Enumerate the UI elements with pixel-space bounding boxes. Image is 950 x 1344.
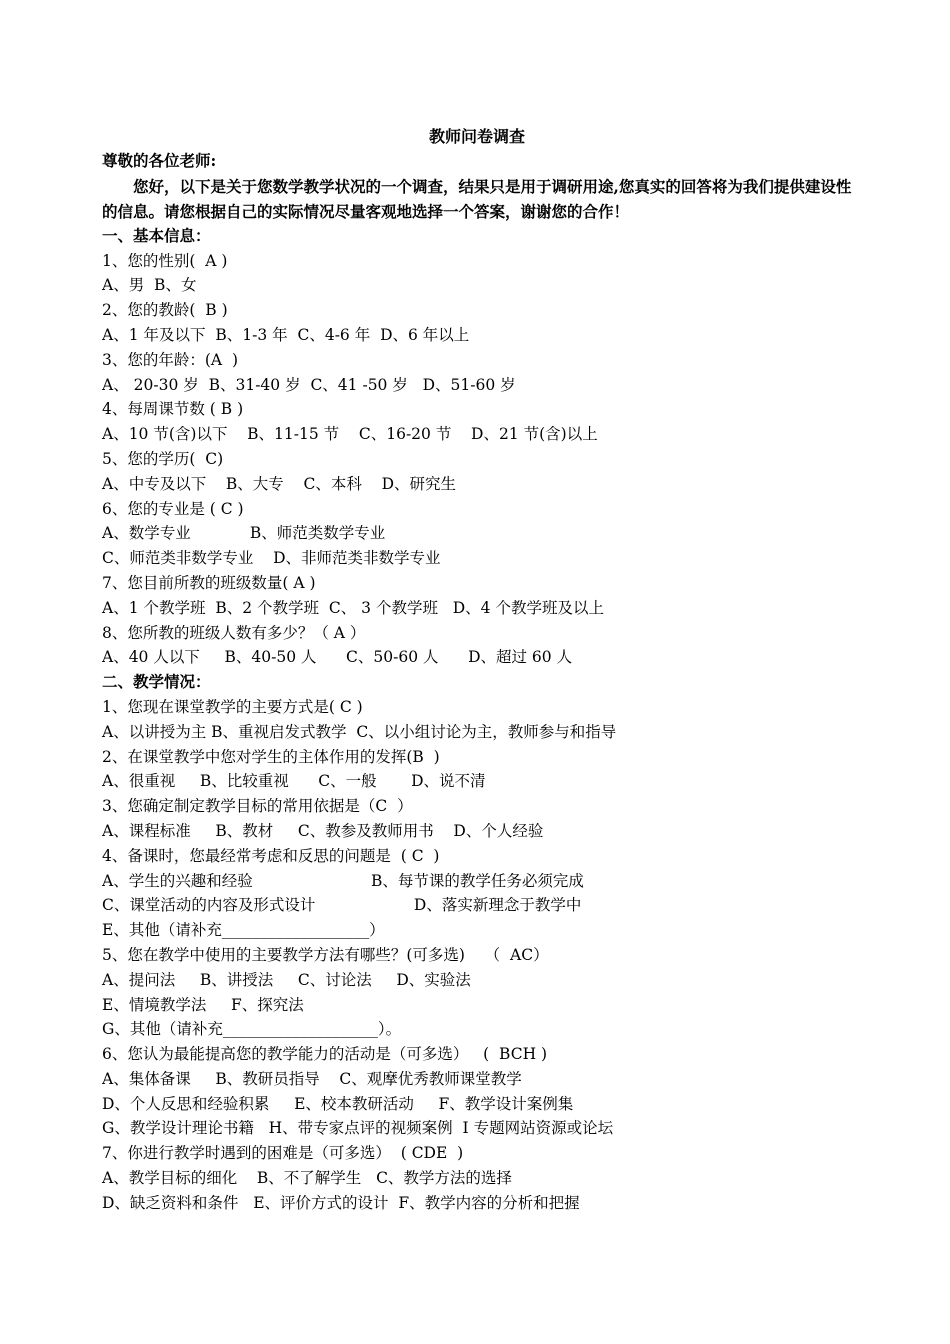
question-line: A、数学专业 B、师范类数学专业 xyxy=(102,524,386,543)
question-line: A、10 节(含)以下 B、11-15 节 C、16-20 节 D、21 节(含)以上 xyxy=(102,425,598,444)
question-line: A、提问法 B、讲授法 C、讨论法 D、实验法 xyxy=(102,970,471,989)
question-line: C、课堂活动的内容及形式设计 D、落实新理念于教学中 xyxy=(102,896,582,915)
question-line: 4、每周课节数 ( B ) xyxy=(102,400,244,419)
question-line: A、 20-30 岁 B、31-40 岁 C、41 -50 岁 D、51-60 岁 xyxy=(102,375,516,394)
intro-paragraph: 您好，以下是关于您数学教学状况的一个调查，结果只是用于调研用途,您真实的回答将为我们提供建设性的信息。请您根据自己的实际情况尽量客观地选择一个答案，谢谢您的合作！ xyxy=(102,176,852,221)
question-line: 8、您所教的班级人数有多少？（ A ） xyxy=(102,623,366,642)
document-page xyxy=(102,124,862,1216)
question-line: G、教学设计理论书籍 H、带专家点评的视频案例 I 专题网站资源或论坛 xyxy=(102,1119,614,1138)
question-line: 1、您现在课堂教学的主要方式是( C ) xyxy=(102,697,363,716)
question-line: 3、您的年龄：(A ) xyxy=(102,350,239,369)
section-heading: 一、基本信息： xyxy=(102,225,211,245)
question-line: 1、您的性别( A ) xyxy=(102,251,228,270)
question-line: 6、您认为最能提高您的教学能力的活动是（可多选） ( BCH ) xyxy=(102,1045,548,1064)
question-line: A、集体备课 B、教研员指导 C、观摩优秀教师课堂教学 xyxy=(102,1069,522,1088)
question-line: A、很重视 B、比较重视 C、一般 D、说不清 xyxy=(102,772,486,791)
question-line: A、教学目标的细化 B、不了解学生 C、教学方法的选择 xyxy=(102,1169,512,1188)
question-line: 5、您的学历( C) xyxy=(102,449,224,468)
question-list xyxy=(102,224,862,1216)
question-line: A、1 个教学班 B、2 个教学班 C、 3 个教学班 D、4 个教学班及以上 xyxy=(102,598,604,617)
question-line: A、1 年及以下 B、1-3 年 C、4-6 年 D、6 年以上 xyxy=(102,325,470,344)
question-line: E、其他（请补充___________________） xyxy=(102,921,385,940)
question-line: C、师范类非数学专业 D、非师范类非数学专业 xyxy=(102,549,441,568)
question-line: E、情境教学法 F、探究法 xyxy=(102,995,304,1014)
question-line: G、其他（请补充____________________）。 xyxy=(102,1020,402,1039)
question-line: A、男 B、女 xyxy=(102,276,197,295)
greeting: 尊敬的各位老师: xyxy=(102,151,217,170)
question-line: D、个人反思和经验积累 E、校本教研活动 F、教学设计案例集 xyxy=(102,1094,574,1113)
question-line: 2、在课堂教学中您对学生的主体作用的发挥(B ) xyxy=(102,747,440,766)
question-line: 3、您确定制定教学目标的常用依据是（C ） xyxy=(102,797,413,816)
question-line: A、40 人以下 B、40-50 人 C、50-60 人 D、超过 60 人 xyxy=(102,648,573,667)
question-line: D、缺乏资料和条件 E、评价方式的设计 F、教学内容的分析和把握 xyxy=(102,1193,580,1212)
section-heading: 二、教学情况： xyxy=(102,672,211,692)
question-line: 2、您的教龄( B ) xyxy=(102,301,228,320)
question-line: A、中专及以下 B、大专 C、本科 D、研究生 xyxy=(102,474,456,493)
question-line: 6、您的专业是 ( C ) xyxy=(102,499,244,518)
question-line: 7、您目前所教的班级数量( A ) xyxy=(102,573,316,592)
question-line: 4、备课时，您最经常考虑和反思的问题是 ( C ) xyxy=(102,846,440,865)
question-line: A、课程标准 B、教材 C、教参及教师用书 D、个人经验 xyxy=(102,821,544,840)
question-line: A、以讲授为主 B、重视启发式教学 C、以小组讨论为主，教师参与和指导 xyxy=(102,722,617,741)
question-line: A、学生的兴趣和经验 B、每节课的教学任务必须完成 xyxy=(102,871,584,890)
question-line: 5、您在教学中使用的主要教学方法有哪些？(可多选) （ AC） xyxy=(102,945,549,964)
document-title: 教师问卷调查 xyxy=(428,127,525,146)
question-line: 7、你进行教学时遇到的困难是（可多选） ( CDE ) xyxy=(102,1144,464,1163)
